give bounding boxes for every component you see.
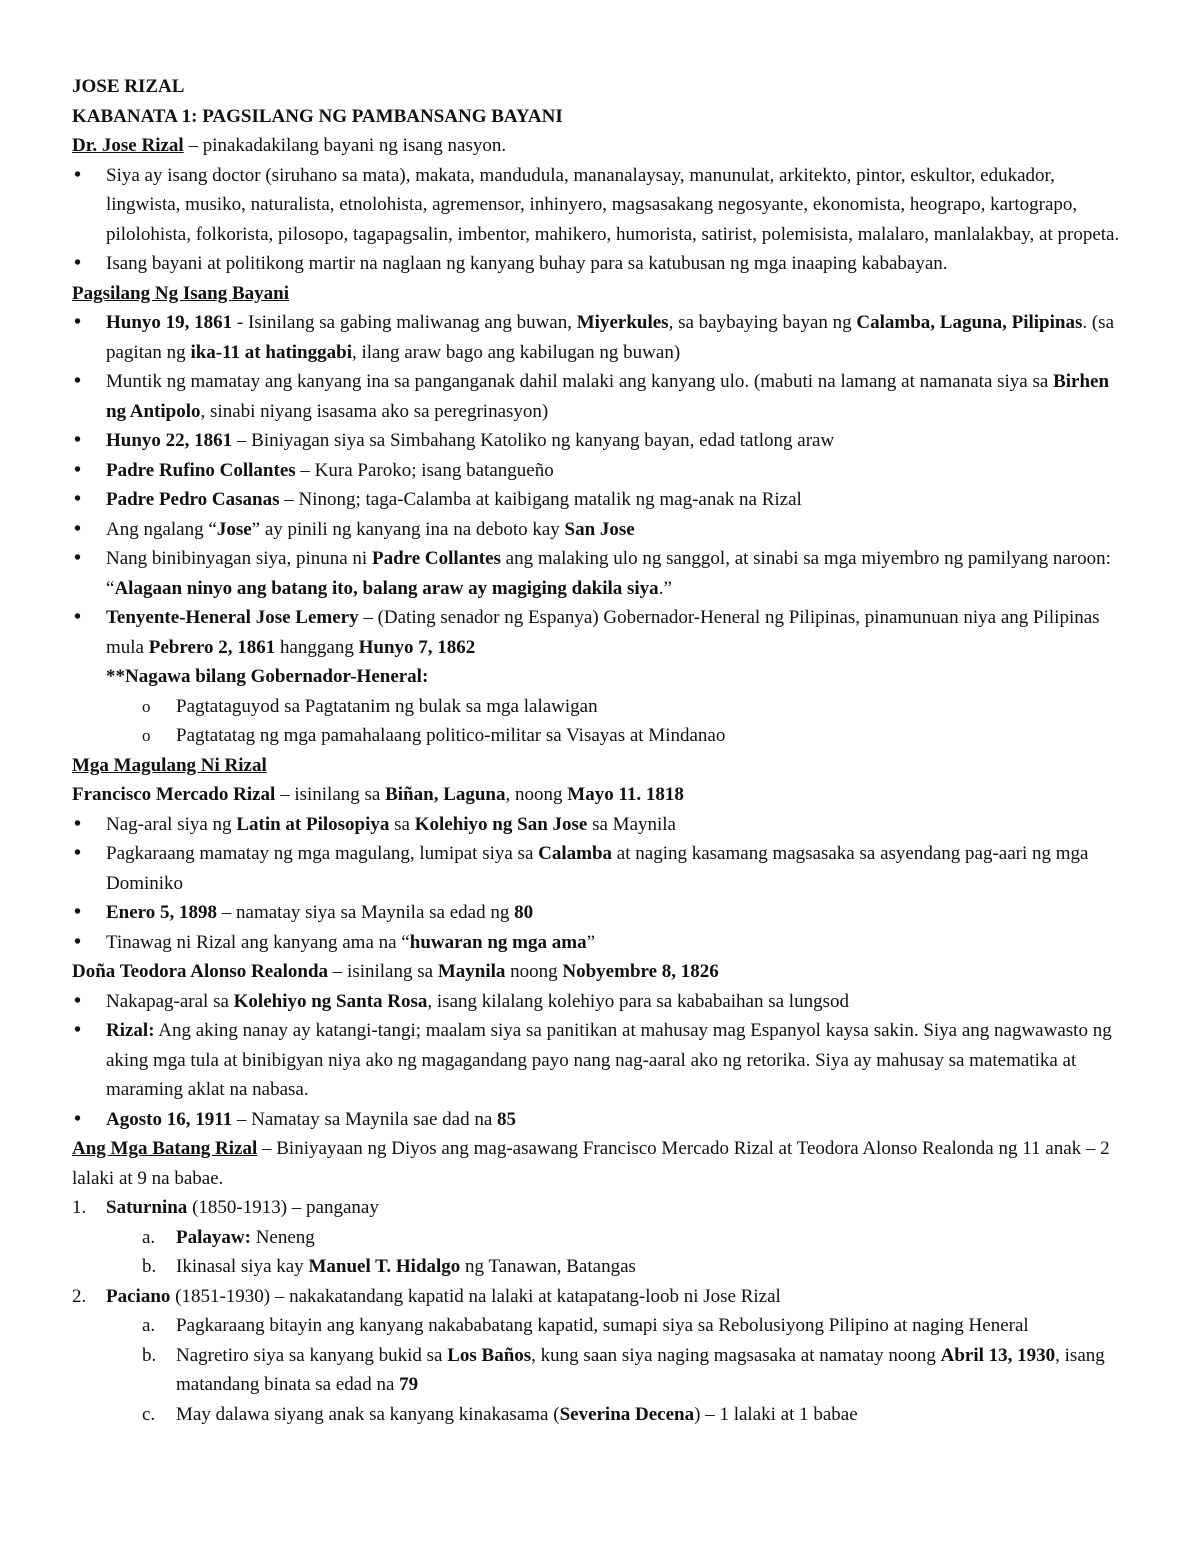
list-item: a. Palayaw: Neneng [142, 1226, 315, 1248]
list-item: o Pagtataguyod sa Pagtatanim ng bulak sa mga lalawigan [72, 692, 1130, 722]
list-item: • Siya ay isang doctor (siruhano sa mata), makata, mandudula, mananalaysay, manunulat, arkitekto, pintor, eskultor, edukador, lingwista, musiko, naturalista, etnolohista, agremensor, inhinyero, magsasakang negosyante, ekonomista, heograpo, kartograpo, pilolohista, folkorista, pilosopo, tagapagsalin, imbentor, mahikero, humorista, satirist, polemisista, malalaro, manlalakbay, at propeta. [72, 161, 1130, 250]
father-bullets [72, 810, 1130, 958]
list-item: • Tinawag ni Rizal ang kanyang ama na “huwaran ng mga ama” [72, 928, 1130, 958]
child-1-details [72, 1223, 1130, 1282]
list-item: o Pagtatatag ng mga pamahalaang politico-militar sa Visayas at Mindanao [72, 721, 1130, 751]
list-item: c. May dalawa siyang anak sa kanyang kinakasama (Severina Decena) – 1 lalaki at 1 babae [142, 1403, 858, 1425]
children-list-2 [72, 1282, 1130, 1312]
father-line: Francisco Mercado Rizal – isinilang sa Biñan, Laguna, noong Mayo 11. 1818 [72, 784, 684, 805]
list-item: • Padre Pedro Casanas – Ninong; taga-Calamba at kaibigang matalik ng mag-anak na Rizal [72, 485, 1130, 515]
birth-bullets [72, 308, 1130, 662]
achievements-list [72, 692, 1130, 751]
list-item: a. Pagkaraang bitayin ang kanyang nakababatang kapatid, sumapi siya sa Rebolusiyong Pilipino at naging Heneral [142, 1315, 1029, 1336]
list-item: • Nakapag-aral sa Kolehiyo ng Santa Rosa, isang kilalang kolehiyo para sa kababaihan sa lungsod [72, 987, 1130, 1017]
list-item: 1. Saturnina (1850-1913) – panganay [72, 1197, 379, 1218]
list-item: • Enero 5, 1898 – namatay siya sa Maynila sa edad ng 80 [72, 898, 1130, 928]
list-item: • Nag-aral siya ng Latin at Pilosopiya sa Kolehiyo ng San Jose sa Maynila [72, 810, 1130, 840]
list-item: b. Nagretiro siya sa kanyang bukid sa Los Baños, kung saan siya naging magsasaka at namatay noong Abril 13, 1930, isang matandang binata sa edad na 79 [142, 1344, 1105, 1395]
chapter-title: KABANATA 1: PAGSILANG NG PAMBANSANG BAYANI [72, 105, 563, 127]
achievements-label: **Nagawa bilang Gobernador-Heneral: [106, 666, 429, 687]
list-item: • Padre Rufino Collantes – Kura Paroko; isang batangueño [72, 456, 1130, 486]
list-item: • Hunyo 19, 1861 - Isinilang sa gabing maliwanag ang buwan, Miyerkules, sa baybaying bayan ng Calamba, Laguna, Pilipinas. (sa pagitan ng ika-11 at hatinggabi, ilang araw bago ang kabilugan ng buwan) [72, 308, 1130, 367]
list-item: • Muntik ng mamatay ang kanyang ina sa panganganak dahil malaki ang kanyang ulo. (mabuti na lamang at namanata siya sa Birhen ng Antipolo, sinabi niyang isasama ako sa peregrinasyon) [72, 367, 1130, 426]
list-item: • Tenyente-Heneral Jose Lemery – (Dating senador ng Espanya) Gobernador-Heneral ng Pilipinas, pinamunuan niya ang Pilipinas mula Pebrero 2, 1861 hanggang Hunyo 7, 1862 [72, 603, 1130, 662]
intro-line: Dr. Jose Rizal – pinakadakilang bayani ng isang nasyon. [72, 135, 507, 156]
mother-bullets [72, 987, 1130, 1135]
list-item: 2. Paciano (1851-1930) – nakakatandang kapatid na lalaki at katapatang-loob ni Jose Rizal [72, 1285, 781, 1307]
list-item: • Rizal: Ang aking nanay ay katangi-tangi; maalam siya sa panitikan at mahusay mag Espanyol kaysa sakin. Siya ang nagwawasto ng aking mga tula at binibigyan niya ako ng magagandang payo nang nag-aaral ako ng retorika. Siya ay mahusay sa matematika at maraming aklat na nabasa. [72, 1016, 1130, 1105]
section-heading-parents: Mga Magulang Ni Rizal [72, 754, 267, 776]
list-item: • Nang binibinyagan siya, pinuna ni Padre Collantes ang malaking ulo ng sanggol, at sinabi sa mga miyembro ng pamilyang naroon: “Alagaan ninyo ang batang ito, balang araw ay magiging dakila siya.” [72, 544, 1130, 603]
children-list [72, 1193, 1130, 1223]
list-item: • Isang bayani at politikong martir na naglaan ng kanyang buhay para sa katubusan ng mga inaaping kababayan. [72, 249, 1130, 279]
list-item: • Pagkaraang mamatay ng mga magulang, lumipat siya sa Calamba at naging kasamang magsasaka sa asyendang pag-aari ng mga Dominiko [72, 839, 1130, 898]
list-item: b. Ikinasal siya kay Manuel T. Hidalgo ng Tanawan, Batangas [142, 1256, 636, 1277]
intro-bullets [72, 161, 1130, 279]
section-heading-birth: Pagsilang Ng Isang Bayani [72, 282, 289, 304]
child-2-details [72, 1311, 1130, 1429]
list-item: • Hunyo 22, 1861 – Biniyagan siya sa Simbahang Katoliko ng kanyang bayan, edad tatlong araw [72, 426, 1130, 456]
mother-line: Doña Teodora Alonso Realonda – isinilang sa Maynila noong Nobyembre 8, 1826 [72, 961, 719, 982]
list-item: • Agosto 16, 1911 – Namatay sa Maynila sae dad na 85 [72, 1105, 1130, 1135]
list-item: • Ang ngalang “Jose” ay pinili ng kanyang ina na deboto kay San Jose [72, 515, 1130, 545]
children-intro: Ang Mga Batang Rizal – Biniyayaan ng Diyos ang mag-asawang Francisco Mercado Rizal at Teodora Alonso Realonda ng 11 anak – 2 lalaki at 9 na babae. [72, 1138, 1110, 1189]
document-title: JOSE RIZAL [72, 76, 185, 97]
